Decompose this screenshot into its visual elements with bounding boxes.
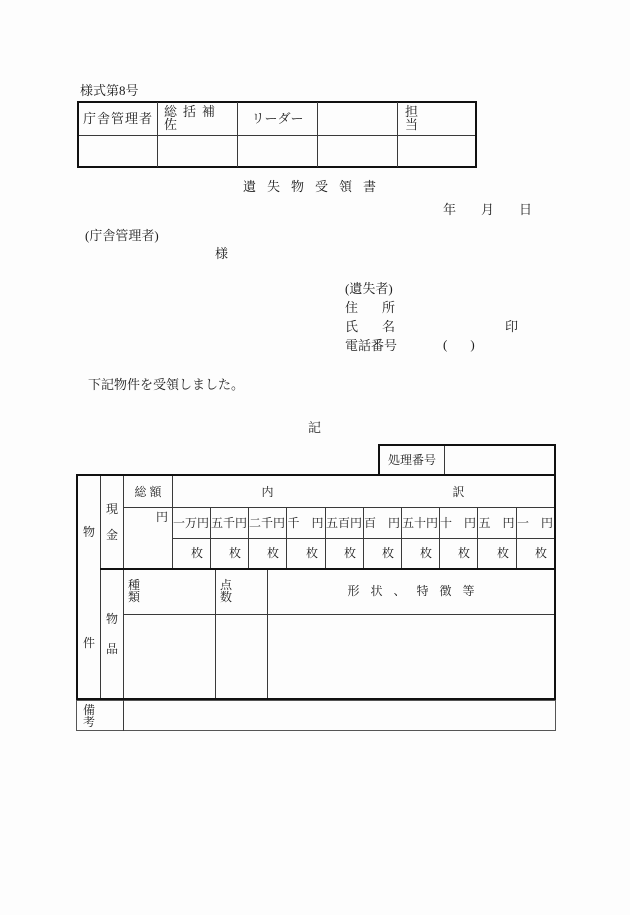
sheet-count-cell: 枚 — [190, 546, 203, 560]
goods-type-header: 種類 — [128, 578, 196, 604]
sheet-count-cell: 枚 — [343, 546, 356, 560]
sheet-count-cell: 枚 — [496, 546, 509, 560]
approval-header-leader: リーダー — [251, 110, 304, 126]
approval-header-building-manager: 庁舎管理者 — [83, 110, 154, 126]
goods-stub-label: 物 品 — [105, 612, 118, 656]
denomination-5000yen: 五千円 — [210, 515, 247, 530]
approval-header-blank — [318, 101, 397, 135]
finder-address-label: 住所 — [345, 300, 420, 315]
denomination-1yen: 一 円 — [516, 515, 553, 530]
denomination-10yen: 十 円 — [439, 515, 476, 530]
processing-number-label: 処理番号 — [387, 453, 436, 467]
denomination-1000yen: 千 円 — [287, 515, 324, 530]
processing-number-divider — [444, 446, 445, 476]
remarks-label: 備考 — [83, 702, 106, 729]
cash-stub-label: 現 金 — [105, 501, 118, 542]
total-amount-yen-unit: 円 — [155, 510, 168, 524]
denomination-100yen: 百 円 — [363, 515, 400, 530]
remarks-divider — [123, 700, 124, 731]
sheet-count-cell: 枚 — [534, 546, 547, 560]
denomination-2000yen: 二千円 — [248, 515, 285, 530]
sheet-count-cell: 枚 — [381, 546, 394, 560]
sheet-count-cell: 枚 — [419, 546, 432, 560]
breakdown-label-left: 内 — [261, 484, 274, 499]
body-text: 下記物件を受領しました。 — [88, 377, 245, 392]
record-marker: 記 — [308, 420, 322, 435]
form-number: 様式第8号 — [80, 83, 139, 98]
denomination-5yen: 五 円 — [478, 515, 515, 530]
sheet-count-cell: 枚 — [266, 546, 279, 560]
remarks-row-border — [76, 700, 556, 731]
date-line: 年 月 日 — [443, 202, 539, 217]
finder-phone-label: 電話番号 — [345, 338, 398, 353]
finder-name-label: 氏名 — [345, 319, 420, 334]
denomination-50yen: 五十円 — [401, 515, 438, 530]
breakdown-header — [172, 476, 554, 507]
sheet-count-cell: 枚 — [228, 546, 241, 560]
approval-table-row-divider — [79, 135, 475, 136]
goods-features-header: 形状、特徴等 — [347, 584, 486, 598]
approval-header-general-assistant: 総括補佐 — [164, 104, 222, 132]
seal-label: 印 — [505, 319, 519, 334]
denomination-500yen: 五百円 — [325, 515, 362, 530]
goods-row-divider — [123, 614, 554, 615]
item-stub-label: 物 件 — [82, 524, 95, 650]
addressee-honorific: 様 — [215, 246, 229, 261]
finder-heading: (遺失者) — [345, 281, 393, 296]
total-amount-label: 総 額 — [134, 484, 162, 499]
goods-quantity-header: 点数 — [220, 578, 252, 604]
addressee-label: (庁舎管理者) — [85, 228, 159, 243]
sheet-count-cell: 枚 — [305, 546, 318, 560]
breakdown-label-right: 訳 — [452, 484, 465, 499]
document-title: 遺失物受領書 — [243, 179, 388, 194]
denomination-10000yen: 一万円 — [172, 515, 209, 530]
phone-parentheses: ( ) — [443, 337, 480, 352]
sheet-count-cell: 枚 — [457, 546, 470, 560]
approval-header-person-in-charge: 担当 — [405, 104, 457, 132]
